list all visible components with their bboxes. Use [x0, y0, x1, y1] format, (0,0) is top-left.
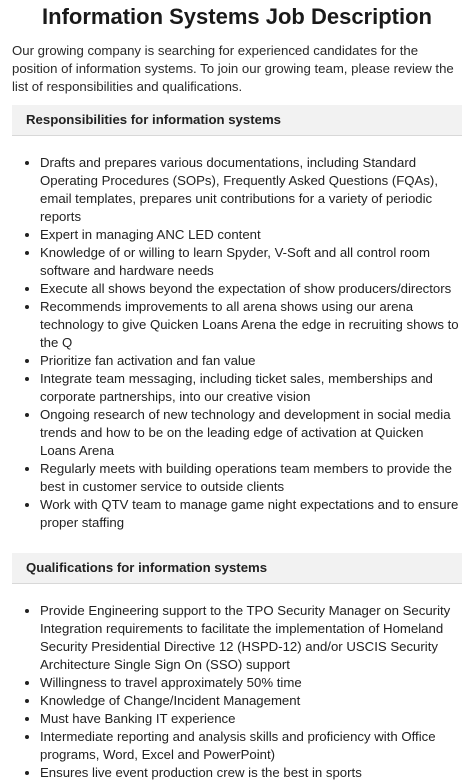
list-item: Ongoing research of new technology and development in social media trends and how to be on the leading edge of activation at Quicken Loans Arena — [12, 406, 462, 460]
list-item: Intermediate reporting and analysis skills and proficiency with Office programs, Word, Excel and PowerPoint) — [12, 728, 462, 764]
intro-paragraph: Our growing company is searching for experienced candidates for the position of information systems. To join our growing team, please review the list of responsibilities and qualifications. — [12, 43, 454, 94]
responsibilities-list — [12, 154, 462, 532]
list-item: Work with QTV team to manage game night expectations and to ensure proper staffing — [12, 496, 462, 532]
list-item: Drafts and prepares various documentations, including Standard Operating Procedures (SOPs), Frequently Asked Questions (FQAs), email templates, prepares unit contributions for a variety of periodic reports — [12, 154, 462, 226]
list-item: Execute all shows beyond the expectation of show producers/directors — [12, 280, 462, 298]
responsibilities-heading: Responsibilities for information systems — [12, 105, 462, 136]
list-item: Regularly meets with building operations team members to provide the best in customer service to outside clients — [12, 460, 462, 496]
list-item: Expert in managing ANC LED content — [12, 226, 462, 244]
list-item: Recommends improvements to all arena shows using our arena technology to give Quicken Loans Arena the edge in recruiting shows to the Q — [12, 298, 462, 352]
list-item: Knowledge of Change/Incident Management — [12, 692, 462, 710]
list-item: Willingness to travel approximately 50% time — [12, 674, 462, 692]
list-item: Ensures live event production crew is the best in sports — [12, 764, 462, 782]
qualifications-heading: Qualifications for information systems — [12, 553, 462, 584]
list-item: Must have Banking IT experience — [12, 710, 462, 728]
list-item: Knowledge of or willing to learn Spyder, V-Soft and all control room software and hardware needs — [12, 244, 462, 280]
list-item: Provide Engineering support to the TPO Security Manager on Security Integration requirements to facilitate the implementation of Homeland Security Presidential Directive 12 (HSPD-12) and/or USCIS Security Architecture Single Sign On (SSO) support — [12, 602, 462, 674]
list-item: Integrate team messaging, including ticket sales, memberships and corporate partnerships, into our creative vision — [12, 370, 462, 406]
page-title: Information Systems Job Description — [42, 4, 432, 29]
list-item: Prioritize fan activation and fan value — [12, 352, 462, 370]
qualifications-list — [12, 602, 462, 782]
